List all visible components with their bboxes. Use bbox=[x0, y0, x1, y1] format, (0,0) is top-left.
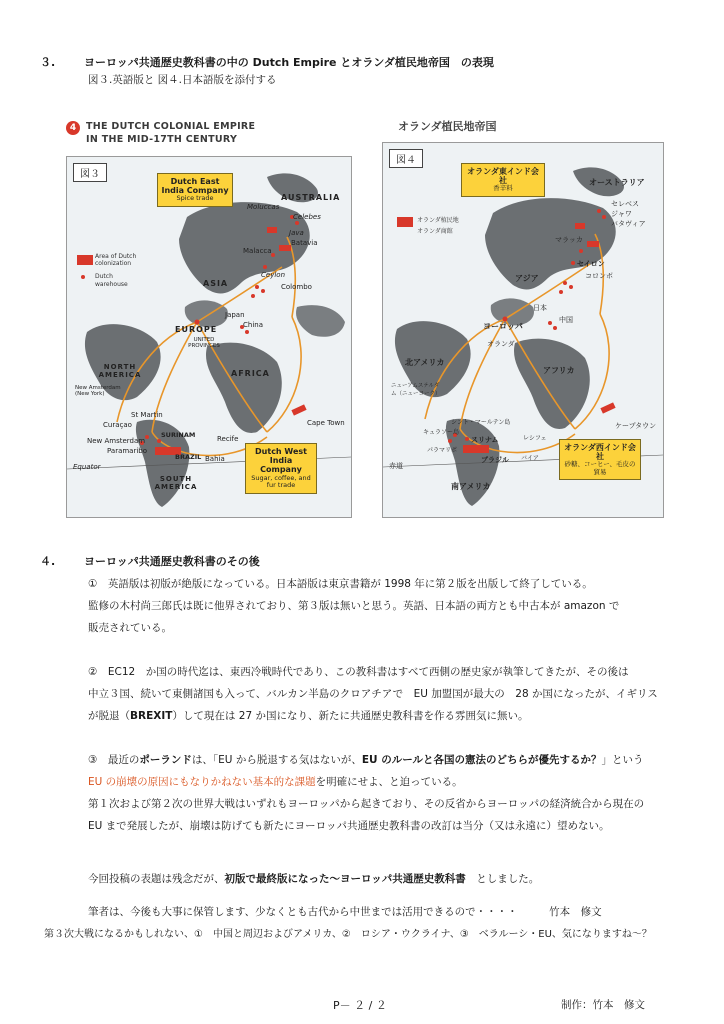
jp-place-batavia: バタヴィア bbox=[611, 220, 646, 228]
jp-place-paramaribo: パラマリボ bbox=[427, 447, 458, 454]
callout-east-sub: Spice trade bbox=[176, 194, 214, 203]
jp-west-india-company-callout bbox=[559, 439, 641, 480]
jp-place-equator: 赤道 bbox=[389, 462, 403, 470]
closing-l1-post: としました。 bbox=[465, 873, 540, 885]
closing-line2: 筆者は、今後も大事に保管します、少なくとも古代から中世までは活用できるので・・・・ 竹本 修文 bbox=[88, 906, 602, 918]
jp-place-malacca: マラッカ bbox=[555, 236, 583, 244]
place-ceylon: Ceylon bbox=[261, 271, 286, 279]
jp-place-colombo: コロンボ bbox=[585, 272, 613, 280]
place-suriname: SURINAM bbox=[161, 431, 196, 439]
jp-callout-west-title: オランダ西インド会社 bbox=[564, 443, 636, 462]
place-brazil: BRAZIL bbox=[175, 453, 202, 461]
para3-l1-c: は、「EU から脱退する気はないが、 bbox=[191, 754, 362, 766]
place-africa: AFRICA bbox=[231, 369, 270, 378]
para3-line4: EU まで発展したが、崩壊は防げても新たにヨーロッパ共通歴史教科書の改訂は当分（又は永遠に）望めない。 bbox=[88, 820, 610, 832]
callout-west-title: Dutch West India Company bbox=[255, 447, 307, 475]
place-australia: AUSTRALIA bbox=[281, 193, 341, 202]
legend-warehouse: Dutch warehouse bbox=[95, 273, 128, 288]
figure-3-title-line1: THE DUTCH COLONIAL EMPIRE bbox=[86, 121, 256, 132]
callout-east-title: Dutch East India Company bbox=[161, 177, 229, 196]
para3-line3: 第１次および第２次の世界大戦はいずれもヨーロッパから起きており、その反省からヨーロッパの経済統合から現在の bbox=[88, 798, 645, 810]
figure-4-japanese-map bbox=[380, 112, 665, 518]
jp-place-north-america: 北アメリカ bbox=[405, 358, 445, 367]
jp-place-celebes: セレベス bbox=[611, 200, 639, 208]
jp-callout-east-title: オランダ東インド会社 bbox=[467, 167, 539, 186]
para2-line2: 中立３国、続いて東側諸国も入って、バルカン半島のクロアチアで EU 加盟国が最大の 28 か国になったが、イギリス bbox=[88, 688, 658, 700]
place-st-martin: St Martin bbox=[131, 411, 163, 419]
callout-west-sub: Sugar, coffee, and fur trade bbox=[251, 473, 311, 490]
place-malacca: Malacca bbox=[243, 247, 272, 255]
para3-l1-a: ③ 最近の bbox=[88, 754, 140, 766]
dutch-west-india-company-callout bbox=[245, 443, 317, 494]
place-new-amsterdam-s: New Amsterdam bbox=[87, 437, 146, 445]
jp-place-holland: オランダ bbox=[487, 340, 515, 348]
jp-east-india-company-callout bbox=[461, 163, 545, 197]
eu-rule-question: EU のルールと各国の憲法のどちらが優先するか？ bbox=[361, 754, 602, 766]
place-paramaribo: Paramaribo bbox=[107, 447, 148, 455]
closing-line3: 第３次大戦になるかもしれない、① 中国と周辺およびアメリカ、② ロシア・ウクライナ、③ ベラルーシ・EU、気になりますね～？ bbox=[44, 929, 652, 940]
jp-place-japan: 日本 bbox=[533, 304, 547, 312]
jp-place-ceylon: セイロン bbox=[577, 260, 605, 268]
place-japan: Japan bbox=[225, 311, 245, 319]
place-batavia: Batavia bbox=[291, 239, 318, 247]
para2-line3-post: ）して現在は 27 か国になり、新たに共通歴史教科書を作る雰囲気に無い。 bbox=[172, 710, 529, 722]
place-equator: Equator bbox=[73, 463, 101, 471]
place-europe: EUROPE bbox=[175, 325, 218, 334]
figure-3-title-line2: IN THE MID-17TH CENTURY bbox=[86, 134, 238, 145]
figure-4-label: 図４ bbox=[389, 149, 423, 168]
section3-title: ヨーロッパ共通歴史教科書の中の Dutch Empire とオランダ植民地帝国 の表現 bbox=[84, 56, 494, 69]
closing-title: 初版で最終版になった～ヨーロッパ共通歴史教科書 bbox=[224, 873, 466, 885]
para3-line1 bbox=[88, 752, 644, 767]
jp-place-brazil: ブラジル bbox=[481, 456, 509, 464]
jp-place-china: 中国 bbox=[559, 316, 573, 324]
brexit-term: BREXIT bbox=[130, 710, 173, 722]
place-cape-town: Cape Town bbox=[307, 419, 345, 427]
place-celebes: Celebes bbox=[293, 213, 321, 221]
jp-place-curacao: キュラソー島 bbox=[423, 429, 460, 436]
map-legend bbox=[77, 253, 147, 288]
place-new-amsterdam: New Amsterdam (New York) bbox=[75, 385, 121, 397]
place-bahia: Bahia bbox=[205, 455, 225, 463]
jp-legend-colonization: オランダ植民地 bbox=[417, 217, 459, 224]
place-curacao: Curaçao bbox=[103, 421, 132, 429]
para3-l2-post: を明確にせよ、と迫っている。 bbox=[315, 776, 463, 788]
jp-place-cape-town: ケープタウン bbox=[615, 422, 657, 430]
figure-4-title: オランダ植民地帝国 bbox=[398, 120, 497, 133]
para2-line1: ② EC12 か国の時代迄は、東西冷戦時代であり、この教科書はすべて西側の歴史家が執筆してきたが、その後は bbox=[88, 666, 629, 678]
jp-place-new-amsterdam: ニューアムステルダム（ニューヨーク） bbox=[391, 383, 441, 397]
jp-place-europe: ヨーロッパ bbox=[483, 322, 523, 331]
dutch-east-india-company-callout bbox=[157, 173, 233, 207]
place-china: China bbox=[243, 321, 263, 329]
para1-line2: 監修の木村尚三郎氏は既に他界されており、第３版は無いと思う。英語、日本語の両方とも中古本が amazon で bbox=[88, 600, 620, 612]
place-java: Java bbox=[289, 229, 304, 237]
jp-callout-east-sub: 香辛料 bbox=[493, 184, 513, 193]
place-south-america: SOUTH AMERICA bbox=[154, 475, 198, 491]
eu-collapse-issue: EU の崩壊の原因にもなりかねない基本的な課題 bbox=[88, 776, 316, 788]
section4-title: ヨーロッパ共通歴史教科書のその後 bbox=[84, 555, 260, 568]
section4-number: ４. bbox=[40, 555, 56, 568]
jp-place-st-martin: シント・マールテン島 bbox=[451, 419, 511, 426]
figure-3-label: 図３ bbox=[73, 163, 107, 182]
jp-place-recife: レシフェ bbox=[523, 435, 547, 442]
jp-map-legend bbox=[417, 217, 487, 235]
para3-l1-e: 」という bbox=[601, 754, 644, 766]
jp-place-africa: アフリカ bbox=[543, 366, 575, 375]
jp-callout-west-sub: 砂糖、コーヒー、毛皮の貿易 bbox=[564, 460, 636, 476]
jp-legend-warehouse: オランダ商館 bbox=[417, 228, 453, 236]
footer-author: 制作：竹本 修文 bbox=[561, 999, 645, 1011]
place-asia: ASIA bbox=[203, 279, 229, 288]
section3-number: ３. bbox=[40, 56, 56, 69]
para3-line2 bbox=[88, 774, 463, 789]
jp-place-java: ジャワ bbox=[611, 210, 632, 218]
section3-subtitle: 図３.英語版と 図４.日本語版を添付する bbox=[88, 74, 277, 86]
place-moluccas: Moluccas bbox=[247, 203, 280, 211]
para2-line3 bbox=[88, 708, 528, 723]
para1-line1: ① 英語版は初版が絶版になっている。日本語版は東京書籍が 1998 年に第２版を出版して終了している。 bbox=[88, 578, 593, 590]
closing-l1-pre: 今回投稿の表題は残念だが、 bbox=[88, 873, 225, 885]
page-number: P－ ２ / ２ bbox=[333, 999, 387, 1012]
place-colombo: Colombo bbox=[281, 283, 312, 291]
para2-line3-pre: が脱退（ bbox=[88, 710, 130, 722]
jp-place-australia: オーストラリア bbox=[589, 178, 645, 187]
figure-4-map-frame bbox=[382, 142, 664, 518]
place-recife: Recife bbox=[217, 435, 239, 443]
legend-colonization: Area of Dutch colonization bbox=[95, 253, 137, 268]
jp-place-asia: アジア bbox=[515, 274, 539, 283]
para1-line3: 販売されている。 bbox=[88, 622, 172, 634]
place-united-provinces: UNITED PROVINCES bbox=[188, 337, 220, 349]
closing-line1 bbox=[88, 871, 539, 886]
jp-place-bahia: バイア bbox=[521, 455, 539, 462]
figure-3-map-frame bbox=[66, 156, 352, 518]
jp-place-suriname: スリナム bbox=[471, 436, 499, 444]
figure-3-english-map bbox=[64, 118, 354, 518]
place-north-america: NORTH AMERICA bbox=[98, 363, 142, 379]
poland-term: ポーランド bbox=[139, 754, 192, 766]
figure-badge: 4 bbox=[66, 121, 80, 135]
jp-place-south-america: 南アメリカ bbox=[451, 482, 491, 491]
